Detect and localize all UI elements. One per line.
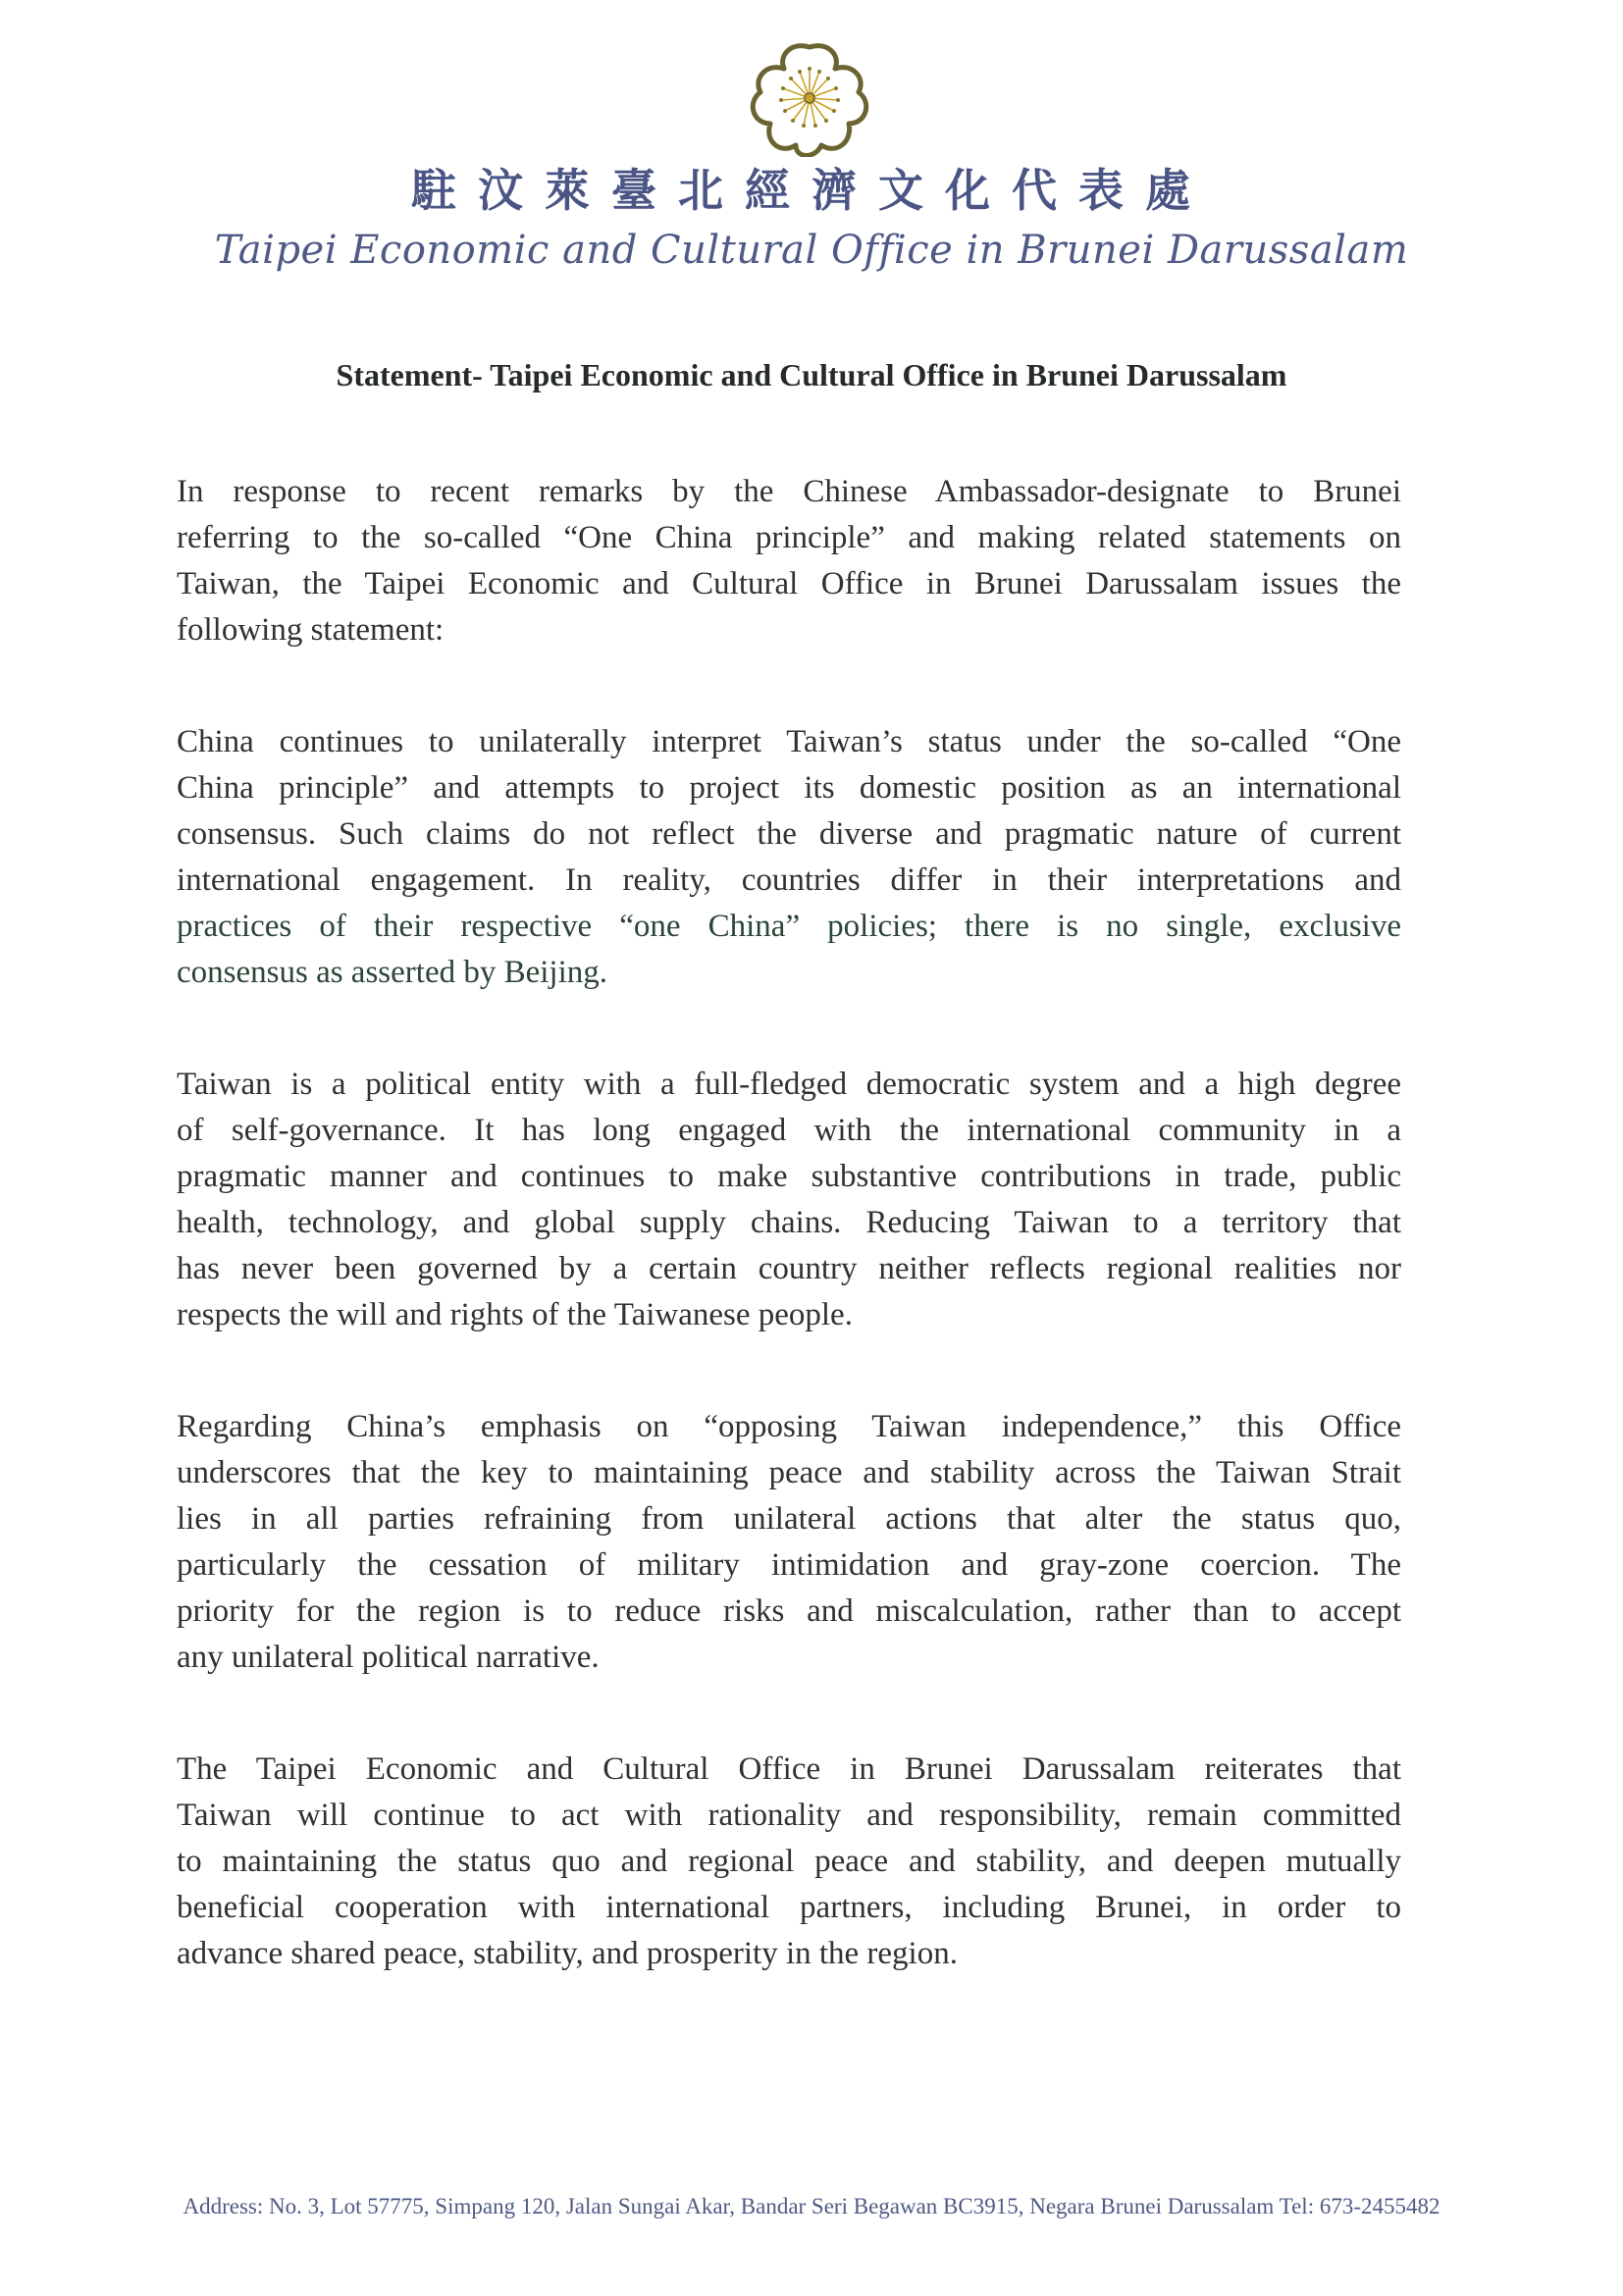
text-line: to maintaining the status quo and regional peace and stability, and deepen mutually xyxy=(177,1844,1401,1879)
text-line: Taiwan will continue to act with rationality and responsibility, remain committed xyxy=(177,1798,1401,1833)
footer-address: Address: No. 3, Lot 57775, Simpang 120, Jalan Sungai Akar, Bandar Seri Begawan BC3915, Negara Brunei Darussalam Tel: 673-2455482 xyxy=(183,2194,1440,2218)
text-line: China continues to unilaterally interpret Taiwan’s status under the so-called “One xyxy=(177,724,1401,759)
letterhead-chinese-name: 駐汶萊臺北經濟文化代表處 xyxy=(411,164,1212,217)
text-line: Regarding China’s emphasis on “opposing Taiwan independence,” this Office xyxy=(177,1409,1401,1444)
text-line: In response to recent remarks by the Chinese Ambassador-designate to Brunei xyxy=(177,474,1401,509)
text-line: advance shared peace, stability, and prosperity in the region. xyxy=(177,1936,958,1971)
paragraph-intro xyxy=(177,469,1401,653)
statement-heading: Statement- Taipei Economic and Cultural Office in Brunei Darussalam xyxy=(336,357,1287,392)
text-line: pragmatic manner and continues to make substantive contributions in trade, public xyxy=(177,1159,1401,1194)
letterhead-english-name: Taipei Economic and Cultural Office in Brunei Darussalam xyxy=(214,228,1409,273)
text-line: of self-governance. It has long engaged with the international community in a xyxy=(177,1113,1401,1148)
text-line: health, technology, and global supply chains. Reducing Taiwan to a territory that xyxy=(177,1205,1401,1240)
text-line: Taiwan, the Taipei Economic and Cultural Office in Brunei Darussalam issues the xyxy=(177,566,1401,601)
text-line: particularly the cessation of military intimidation and gray-zone coercion. The xyxy=(177,1547,1401,1583)
statement-body xyxy=(177,469,1401,2043)
paragraph-one-china-interpretation xyxy=(177,719,1401,996)
text-line: any unilateral political narrative. xyxy=(177,1640,600,1675)
text-line: consensus. Such claims do not reflect the diverse and pragmatic nature of current xyxy=(177,816,1401,852)
text-line: China principle” and attempts to project its domestic position as an international xyxy=(177,770,1401,806)
text-line: respects the will and rights of the Taiwanese people. xyxy=(177,1297,853,1332)
text-line: following statement: xyxy=(177,612,445,648)
paragraph-taiwan-strait xyxy=(177,1404,1401,1681)
plum-blossom-emblem-icon xyxy=(746,37,873,157)
text-line: has never been governed by a certain country neither reflects regional realities nor xyxy=(177,1251,1401,1286)
paragraph-taiwan-entity xyxy=(177,1062,1401,1338)
text-line: consensus as asserted by Beijing. xyxy=(177,955,608,990)
text-line: Taiwan is a political entity with a full-fledged democratic system and a high degree xyxy=(177,1067,1401,1102)
text-line: underscores that the key to maintaining peace and stability across the Taiwan Strait xyxy=(177,1455,1401,1490)
text-line: lies in all parties refraining from unilateral actions that alter the status quo, xyxy=(177,1501,1401,1537)
text-line: priority for the region is to reduce risks and miscalculation, rather than to accept xyxy=(177,1593,1401,1629)
text-line: international engagement. In reality, countries differ in their interpretations and xyxy=(177,862,1401,898)
text-line: beneficial cooperation with international partners, including Brunei, in order to xyxy=(177,1890,1401,1925)
text-line: referring to the so-called “One China principle” and making related statements on xyxy=(177,520,1401,555)
text-line: The Taipei Economic and Cultural Office in Brunei Darussalam reiterates that xyxy=(177,1751,1401,1787)
paragraph-conclusion xyxy=(177,1747,1401,1977)
text-line: practices of their respective “one China” policies; there is no single, exclusive xyxy=(177,909,1401,944)
